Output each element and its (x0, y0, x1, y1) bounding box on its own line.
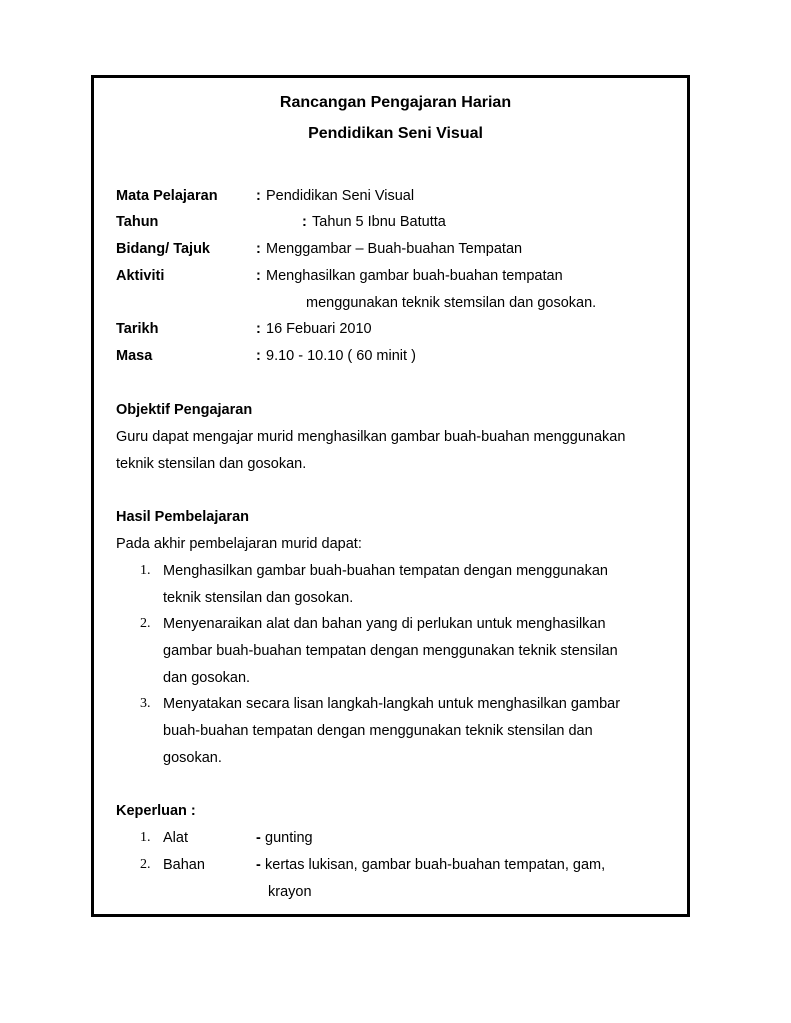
section-heading-objective: Objektif Pengajaran (116, 402, 253, 418)
document-subtitle: Pendidikan Seni Visual (308, 125, 483, 142)
list-item-text: gambar buah-buahan tempatan dengan menggunakan teknik stensilan (163, 643, 618, 659)
requirement-value: kertas lukisan, gambar buah-buahan tempatan, gam, (265, 857, 606, 873)
section-heading-outcomes: Hasil Pembelajaran (116, 509, 249, 525)
field-colon: : (256, 268, 261, 284)
field-colon: : (256, 321, 261, 337)
field-label-topic: Bidang/ Tajuk (116, 241, 210, 257)
objective-text-cont: teknik stensilan dan gosokan. (116, 456, 307, 472)
field-value-date: 16 Febuari 2010 (266, 321, 372, 337)
requirement-label: Bahan (163, 857, 205, 873)
field-colon: : (256, 241, 261, 257)
field-value-activity: Menghasilkan gambar buah-buahan tempatan (266, 268, 563, 284)
field-label-time: Masa (116, 348, 153, 364)
field-value-subject: Pendidikan Seni Visual (266, 188, 415, 204)
list-item-text: teknik stensilan dan gosokan. (163, 590, 354, 606)
requirement-dash: - (256, 857, 261, 873)
list-item-text: Menyatakan secara lisan langkah-langkah untuk menghasilkan gambar (163, 696, 621, 712)
list-item-number: 1. (140, 830, 151, 845)
document-title: Rancangan Pengajaran Harian (279, 94, 512, 111)
requirement-label: Alat (163, 830, 188, 846)
field-colon: : (256, 348, 261, 364)
requirement-value-cont: krayon (268, 884, 312, 900)
field-colon: : (256, 188, 261, 204)
field-colon: : (302, 214, 307, 230)
field-label-date: Tarikh (116, 321, 159, 337)
list-item-number: 1. (140, 563, 151, 578)
requirement-dash: - (256, 830, 261, 846)
section-heading-requirements: Keperluan : (116, 803, 196, 819)
field-label-activity: Aktiviti (116, 268, 165, 284)
field-value-topic: Menggambar – Buah-buahan Tempatan (266, 241, 523, 257)
field-value-year: Tahun 5 Ibnu Batutta (312, 214, 446, 230)
list-item-text: Menyenaraikan alat dan bahan yang di perlukan untuk menghasilkan (163, 616, 606, 632)
field-value-activity-cont: menggunakan teknik stemsilan dan gosokan. (306, 295, 597, 311)
list-item-text: Menghasilkan gambar buah-buahan tempatan dengan menggunakan (163, 563, 608, 579)
field-label-year: Tahun (116, 214, 159, 230)
list-item-text: dan gosokan. (163, 670, 251, 686)
list-item-number: 2. (140, 616, 151, 631)
field-label-subject: Mata Pelajaran (116, 188, 218, 204)
field-value-time: 9.10 - 10.10 ( 60 minit ) (266, 348, 416, 364)
objective-text: Guru dapat mengajar murid menghasilkan gambar buah-buahan menggunakan (116, 429, 626, 445)
outcomes-intro: Pada akhir pembelajaran murid dapat: (116, 536, 362, 552)
list-item-text: gosokan. (163, 750, 222, 766)
list-item-text: buah-buahan tempatan dengan menggunakan teknik stensilan dan (163, 723, 593, 739)
list-item-number: 2. (140, 857, 151, 872)
requirement-value: gunting (265, 830, 313, 846)
list-item-number: 3. (140, 696, 151, 711)
